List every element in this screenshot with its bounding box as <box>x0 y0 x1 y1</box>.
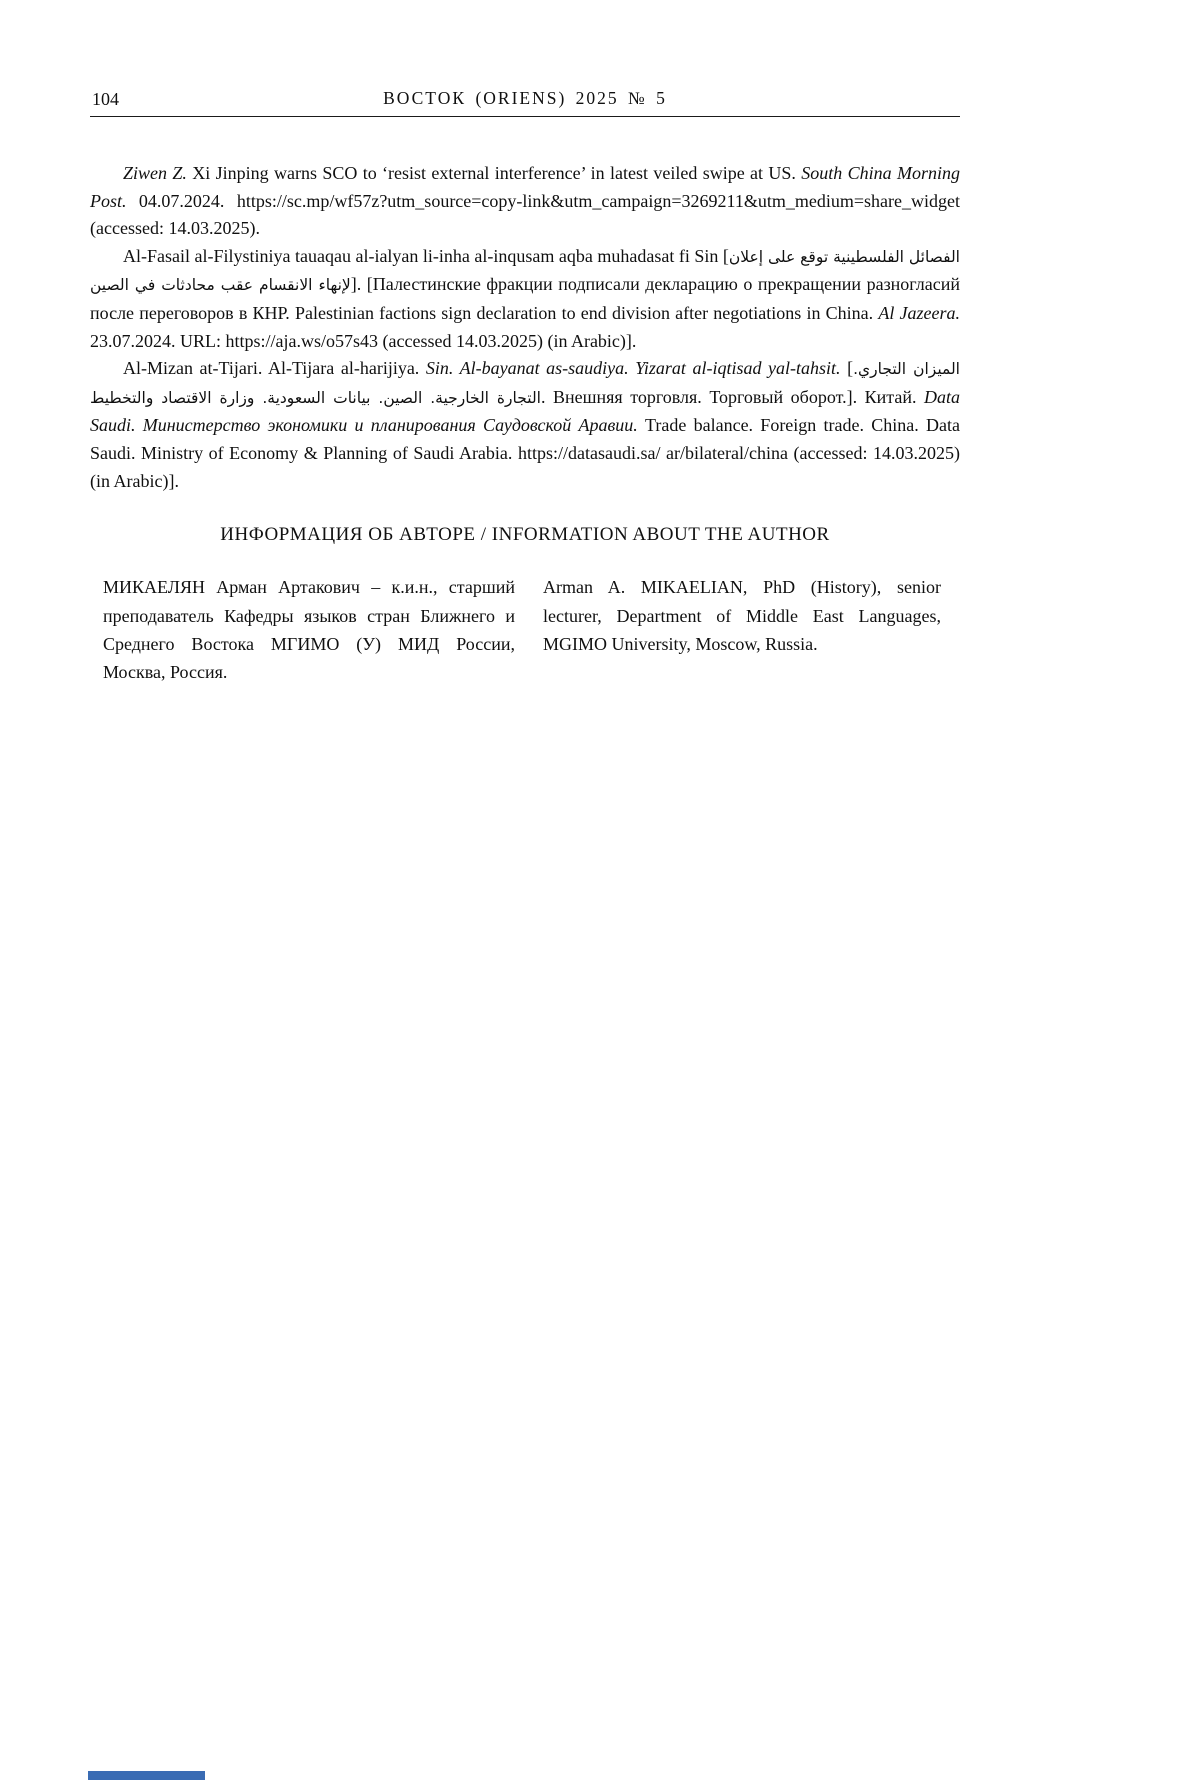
page-header <box>90 88 960 117</box>
reference-source: Data Saudi. Министерство экономики и планирования Саудовской Аравии. <box>90 386 961 436</box>
reference-text: ]. [Палестинские фракции подписали декларацию о прекращении разногласий после переговоров в КНР. Palestinian factions sign declaration to end division after negotiations in China. <box>90 274 961 323</box>
reference-text: Al-Mizan at-Tijari. Al-Tijara al-harijiya. <box>123 358 426 379</box>
reference-author: Ziwen Z. <box>123 163 187 183</box>
reference-url-text: 23.07.2024. URL: https://aja.ws/o57s43 (accessed 14.03.2025) (in Arabic)]. <box>90 330 637 351</box>
reference-item-1 <box>90 160 960 243</box>
reference-source: Al Jazeera. <box>878 302 960 323</box>
reference-source: South China Morning Post. <box>90 163 961 211</box>
reference-item-3 <box>90 355 960 495</box>
header-rule <box>90 116 960 117</box>
reference-arabic-title: الفصائل الفلسطينية توقع على إعلان لإنهاء الانقسام عقب محادثات في الصين <box>90 247 960 295</box>
reference-url-text: 04.07.2024. https://sc.mp/wf57z?utm_source=copy-link&utm_campaign=3269211&utm_medium=share_widget (accessed: 14.03.2025). <box>90 190 960 239</box>
journal-title: ВОСТОК (ORIENS) 2025 № 5 <box>383 88 667 108</box>
reference-text: Xi Jinping warns SCO to ‘resist external interference’ in latest veiled swipe at US. <box>186 163 802 183</box>
reference-item-2 <box>90 243 960 355</box>
reference-text: [ <box>840 358 854 379</box>
author-info-russian: МИКАЕЛЯН Арман Артакович – к.и.н., старший преподаватель Кафедры языков стран Ближнего и Среднего Востока МГИМО (У) МИД России, Москва, Россия. <box>103 577 515 683</box>
reference-text: Al-Fasail al-Filystiniya tauaqau al-ialyan li-inha al-inqusam aqba muhadasat fi Sin [ <box>123 245 729 266</box>
page-number: 104 <box>92 89 119 109</box>
reference-arabic-title: الميزان التجاري. التجارة الخارجية. الصين. بيانات السعودية. وزارة الاقتصاد والتخطيط <box>90 360 960 407</box>
author-info-english: Arman A. MIKAELIAN, PhD (History), senior lecturer, Department of Middle East Languages, MGIMO University, Moscow, Russia. <box>543 577 941 654</box>
reference-text: . Внешняя торговля. Торговый оборот.]. Китай. <box>540 386 925 407</box>
author-info-block <box>90 573 960 687</box>
next-page-strip <box>88 1771 205 1780</box>
reference-url-text: Trade balance. Foreign trade. China. Data Saudi. Ministry of Economy & Planning of Saudi Arabia. https://datasaudi.sa/ ar/bilateral/china (accessed: 14.03.2025) (in Arabic)]. <box>90 415 960 491</box>
page-content <box>90 88 960 687</box>
author-section-heading: ИНФОРМАЦИЯ ОБ АВТОРЕ / INFORMATION ABOUT THE AUTHOR <box>220 524 830 546</box>
reference-source: Sin. Al-bayanat as-saudiya. Yizarat al-iqtisad yal-tahsit. <box>425 358 841 379</box>
references-list <box>90 160 960 495</box>
